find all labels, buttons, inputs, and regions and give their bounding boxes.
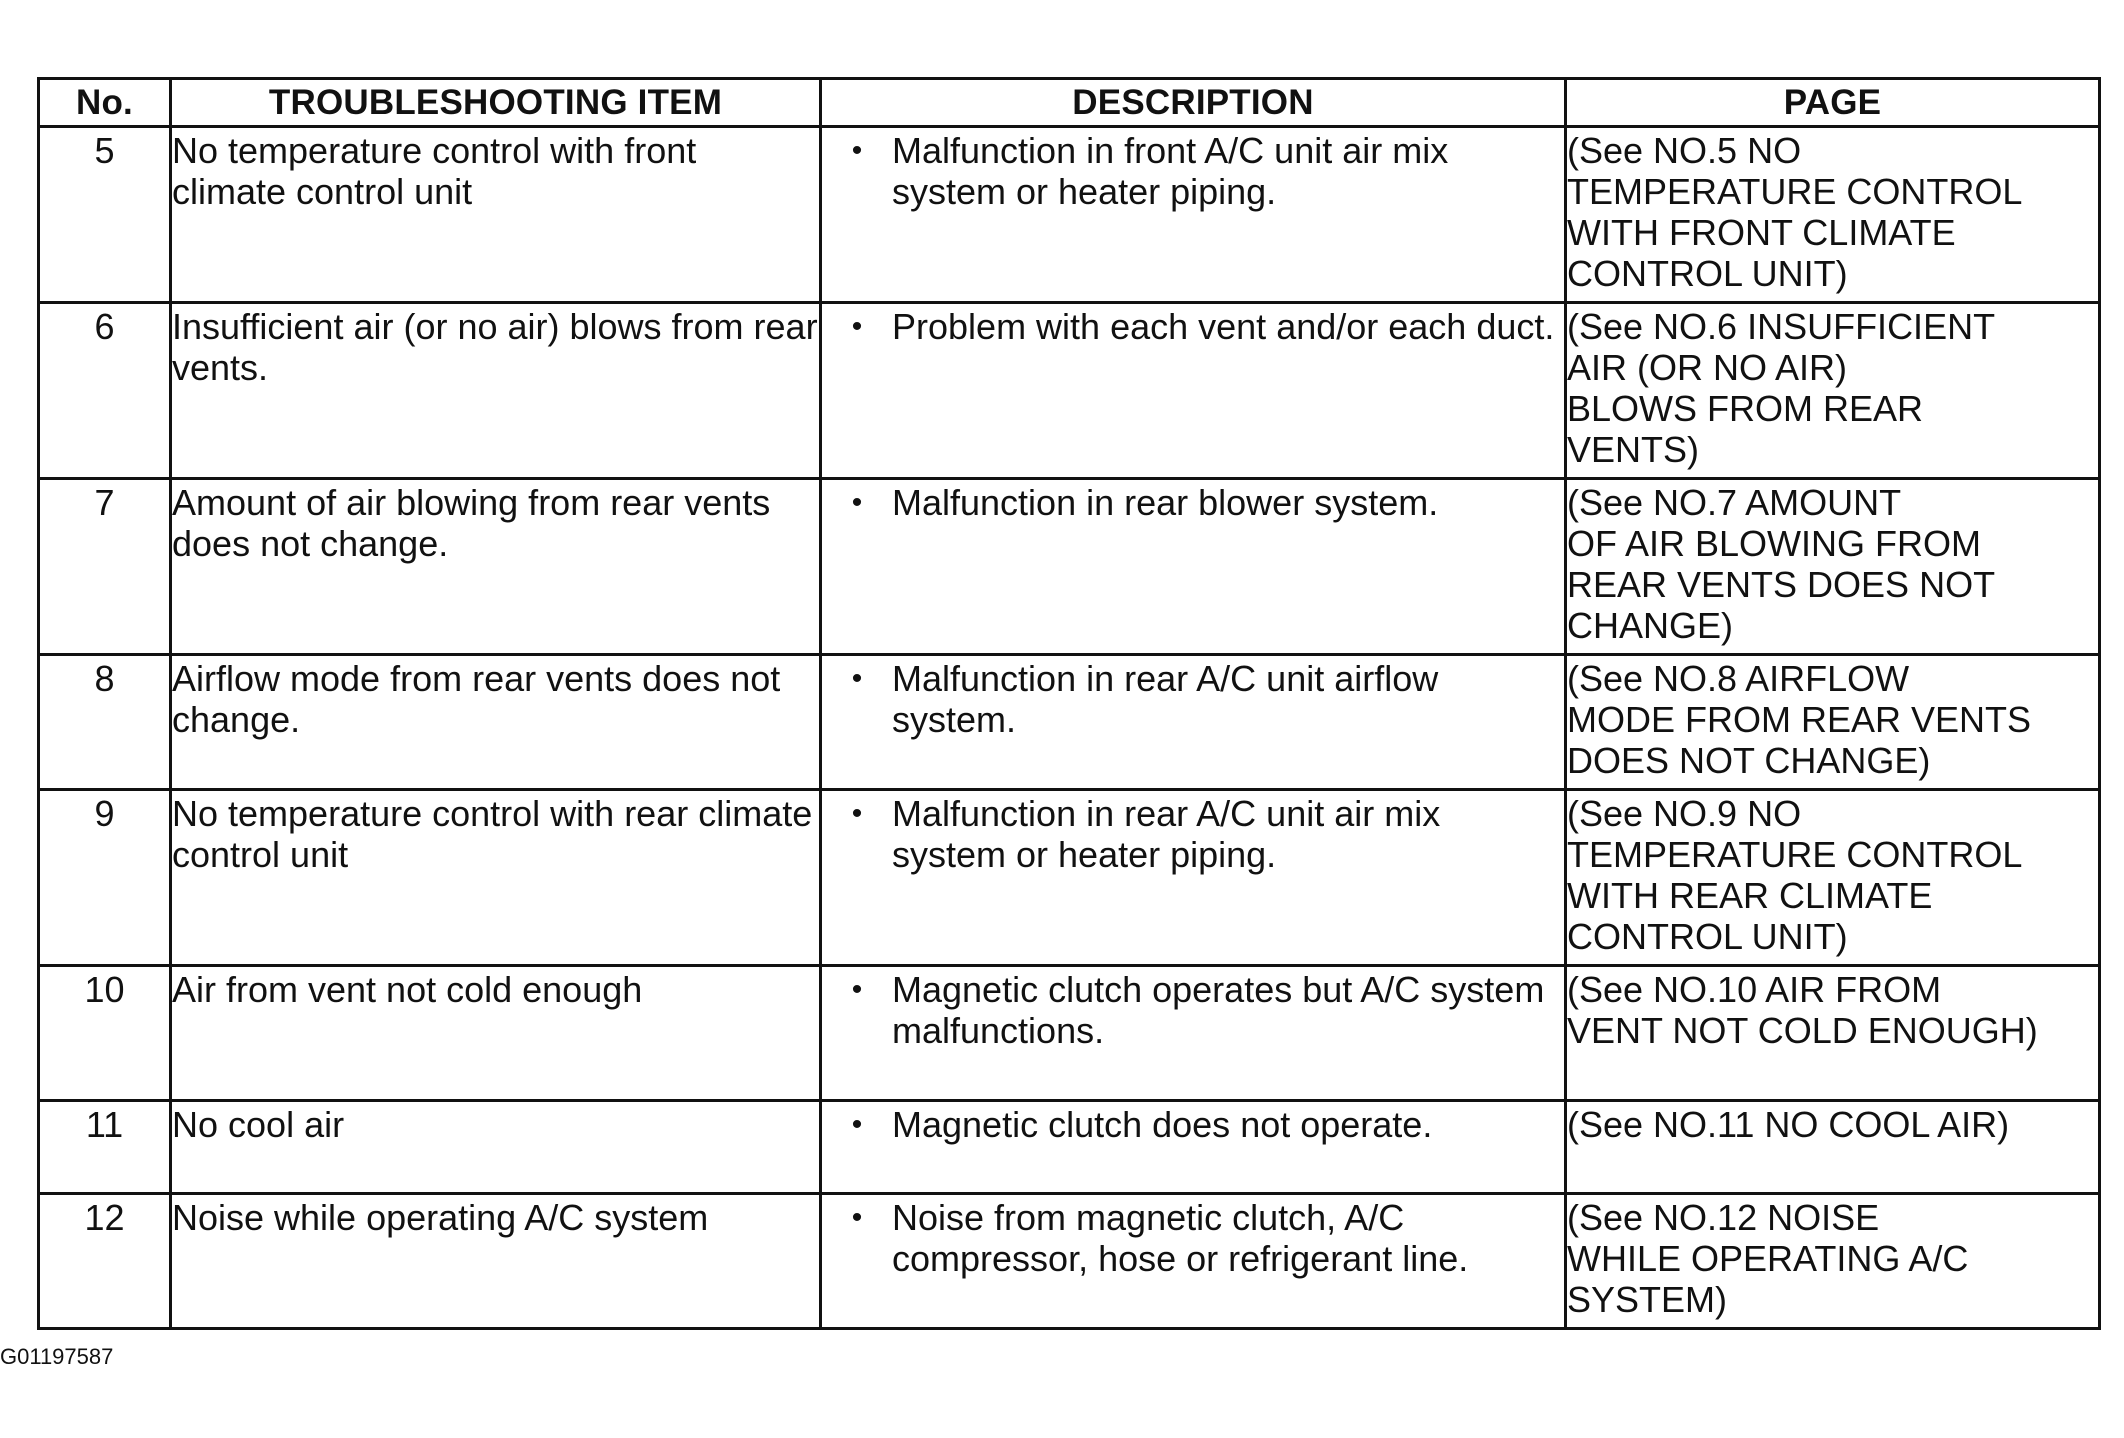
row-number: 7	[39, 479, 171, 655]
row-number: 8	[39, 655, 171, 790]
header-description: DESCRIPTION	[821, 79, 1566, 127]
bullet-icon: •	[851, 662, 863, 695]
bullet-icon: •	[851, 486, 863, 519]
page-reference-text: (See NO.11 NO COOL AIR)	[1567, 1104, 2010, 1145]
page-reference-text: (See NO.12 NOISE WHILE OPERATING A/C SYSTEM)	[1567, 1197, 1969, 1320]
table-row	[39, 303, 2100, 479]
table-row	[39, 655, 2100, 790]
troubleshooting-item: No temperature control with rear climate control unit	[171, 790, 821, 966]
row-number: 11	[39, 1101, 171, 1194]
page-reference-text: (See NO.8 AIRFLOW MODE FROM REAR VENTS DOES NOT CHANGE)	[1567, 658, 2032, 781]
description-text: Noise from magnetic clutch, A/C compressor, hose or refrigerant line.	[892, 1197, 1469, 1279]
page-reference	[1566, 1194, 2100, 1329]
table-row	[39, 479, 2100, 655]
description-text: Magnetic clutch does not operate.	[892, 1104, 1433, 1145]
bullet-icon: •	[851, 973, 863, 1006]
table-row	[39, 1101, 2100, 1194]
troubleshooting-item: Air from vent not cold enough	[171, 966, 821, 1101]
bullet-icon: •	[851, 1108, 863, 1141]
description-text: Magnetic clutch operates but A/C system malfunctions.	[892, 969, 1545, 1051]
bullet-icon: •	[851, 1201, 863, 1234]
header-page: PAGE	[1566, 79, 2100, 127]
description-text: Malfunction in rear A/C unit airflow system.	[892, 658, 1439, 740]
description-cell	[821, 479, 1566, 655]
table-row	[39, 127, 2100, 303]
description-text: Problem with each vent and/or each duct.	[892, 306, 1555, 347]
page-reference-text: (See NO.5 NO TEMPERATURE CONTROL WITH FRONT CLIMATE CONTROL UNIT)	[1567, 130, 2023, 294]
troubleshooting-item: Insufficient air (or no air) blows from rear vents.	[171, 303, 821, 479]
bullet-icon: •	[851, 797, 863, 830]
troubleshooting-table-wrapper	[37, 77, 2098, 1330]
description-cell	[821, 303, 1566, 479]
page-reference-text: (See NO.7 AMOUNT OF AIR BLOWING FROM REAR VENTS DOES NOT CHANGE)	[1567, 482, 1996, 646]
description-text: Malfunction in rear blower system.	[892, 482, 1439, 523]
troubleshooting-item: Amount of air blowing from rear vents does not change.	[171, 479, 821, 655]
bullet-icon: •	[851, 310, 863, 343]
description-cell	[821, 127, 1566, 303]
bullet-icon: •	[851, 134, 863, 167]
description-cell	[821, 966, 1566, 1101]
page-reference	[1566, 479, 2100, 655]
row-number: 12	[39, 1194, 171, 1329]
table-row	[39, 966, 2100, 1101]
description-text: Malfunction in front A/C unit air mix system or heater piping.	[892, 130, 1449, 212]
table-row	[39, 1194, 2100, 1329]
row-number: 5	[39, 127, 171, 303]
description-cell	[821, 790, 1566, 966]
page-reference	[1566, 303, 2100, 479]
troubleshooting-item: Noise while operating A/C system	[171, 1194, 821, 1329]
header-troubleshooting-item: TROUBLESHOOTING ITEM	[171, 79, 821, 127]
table-row	[39, 790, 2100, 966]
row-number: 6	[39, 303, 171, 479]
page-reference	[1566, 966, 2100, 1101]
table-header-row	[39, 79, 2100, 127]
row-number: 10	[39, 966, 171, 1101]
page-reference	[1566, 790, 2100, 966]
page-reference-text: (See NO.6 INSUFFICIENT AIR (OR NO AIR) BLOWS FROM REAR VENTS)	[1567, 306, 1996, 470]
page-reference-text: (See NO.10 AIR FROM VENT NOT COLD ENOUGH)	[1567, 969, 2038, 1051]
description-text: Malfunction in rear A/C unit air mix system or heater piping.	[892, 793, 1441, 875]
figure-id: G01197587	[0, 1344, 114, 1369]
header-no: No.	[39, 79, 171, 127]
description-cell	[821, 1101, 1566, 1194]
troubleshooting-item: No cool air	[171, 1101, 821, 1194]
page-reference	[1566, 1101, 2100, 1194]
page-reference-text: (See NO.9 NO TEMPERATURE CONTROL WITH REAR CLIMATE CONTROL UNIT)	[1567, 793, 2023, 957]
page-reference	[1566, 655, 2100, 790]
description-cell	[821, 1194, 1566, 1329]
description-cell	[821, 655, 1566, 790]
troubleshooting-table	[37, 77, 2101, 1330]
troubleshooting-item: Airflow mode from rear vents does not change.	[171, 655, 821, 790]
page-reference	[1566, 127, 2100, 303]
troubleshooting-item: No temperature control with front climate control unit	[171, 127, 821, 303]
row-number: 9	[39, 790, 171, 966]
